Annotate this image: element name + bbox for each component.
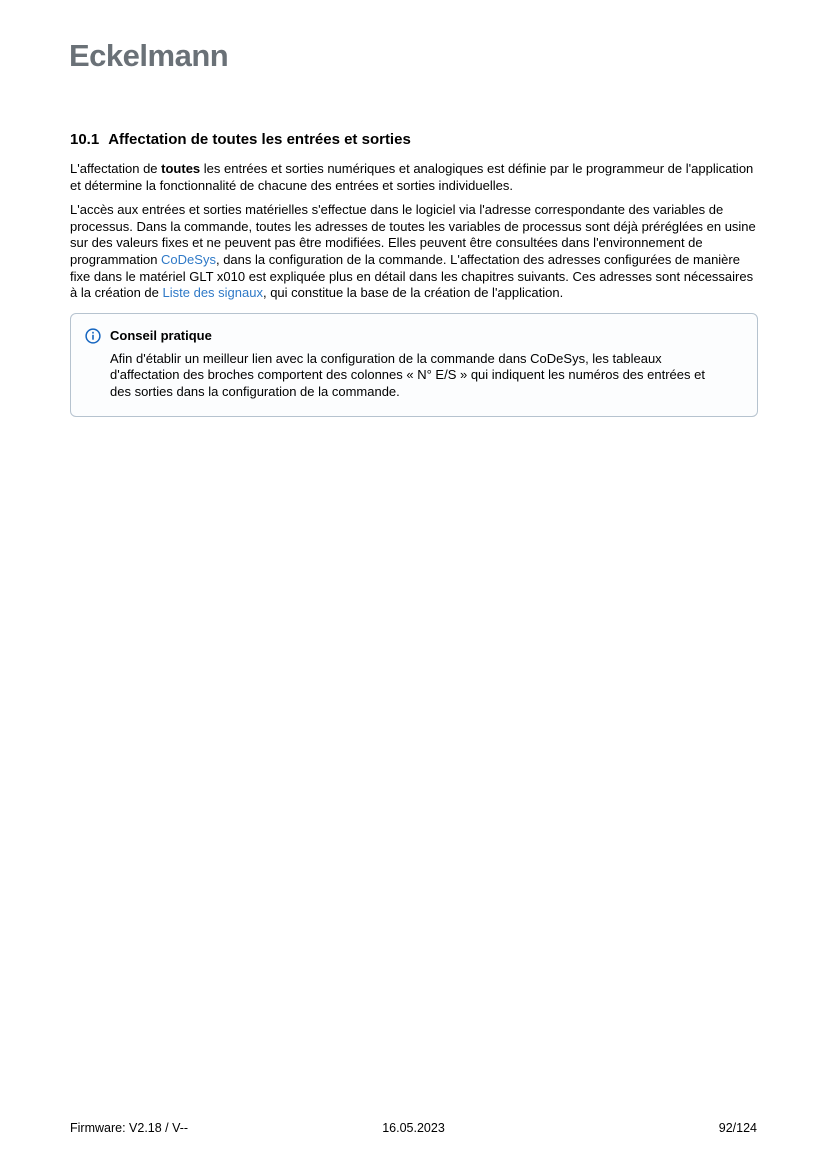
page-footer xyxy=(70,1121,757,1135)
eckelmann-logo: Eckelmann xyxy=(69,38,229,73)
practical-tip-title: Conseil pratique xyxy=(110,328,212,344)
section-heading xyxy=(70,131,758,148)
text-segment: les entrées et sorties numériques et analogiques est définie par le programmeur de l'application et détermine la fonctionnalité de chacune des entrées et sorties individuelles. xyxy=(70,161,754,193)
paragraph-access xyxy=(70,202,758,302)
footer-firmware-version: Firmware: V2.18 / V-- xyxy=(70,1121,189,1135)
codesys-link[interactable]: CoDeSys xyxy=(161,251,216,267)
section-number: 10.1 xyxy=(70,131,100,148)
practical-tip-header xyxy=(85,328,741,344)
footer-page-number: 92/124 xyxy=(718,1121,757,1135)
info-icon xyxy=(85,328,101,344)
text-segment: , qui constitue la base de la création de l'application. xyxy=(262,285,564,301)
text-segment: toutes xyxy=(161,161,201,176)
page-content xyxy=(70,131,758,417)
practical-tip-box xyxy=(70,313,758,417)
section-title: Affectation de toutes les entrées et sorties xyxy=(108,131,411,148)
footer-date: 16.05.2023 xyxy=(382,1121,445,1135)
text-segment: L'accès aux entrées et sorties matérielles s'effectue dans le logiciel via l'adresse correspondante des variables de processus. Dans la commande, toutes les adresses de toutes les variables de processus sont déjà préréglées en usine sur des valeurs fixes et ne peuvent pas être modifiées. Elles peuvent être consultées dans l'environnement de programmation xyxy=(70,202,756,267)
practical-tip-body: Afin d'établir un meilleur lien avec la configuration de la commande dans CoDeSys, les tableaux d'affectation des broches comportent des colonnes « N° E/S » qui indiquent les numéros des entrées et des sorties dans la configuration de la commande. xyxy=(110,350,705,399)
paragraph-intro xyxy=(70,161,758,194)
liste-des-signaux-link[interactable]: Liste des signaux xyxy=(162,285,263,301)
text-segment: , dans la configuration de la commande. L'affectation des adresses configurées de manière fixe dans le matériel GLT x010 est expliquée plus en détail dans les chapitres suivants. Ces adresses sont nécessaires à la création de xyxy=(70,251,754,301)
text-segment: L'affectation de xyxy=(70,161,162,176)
